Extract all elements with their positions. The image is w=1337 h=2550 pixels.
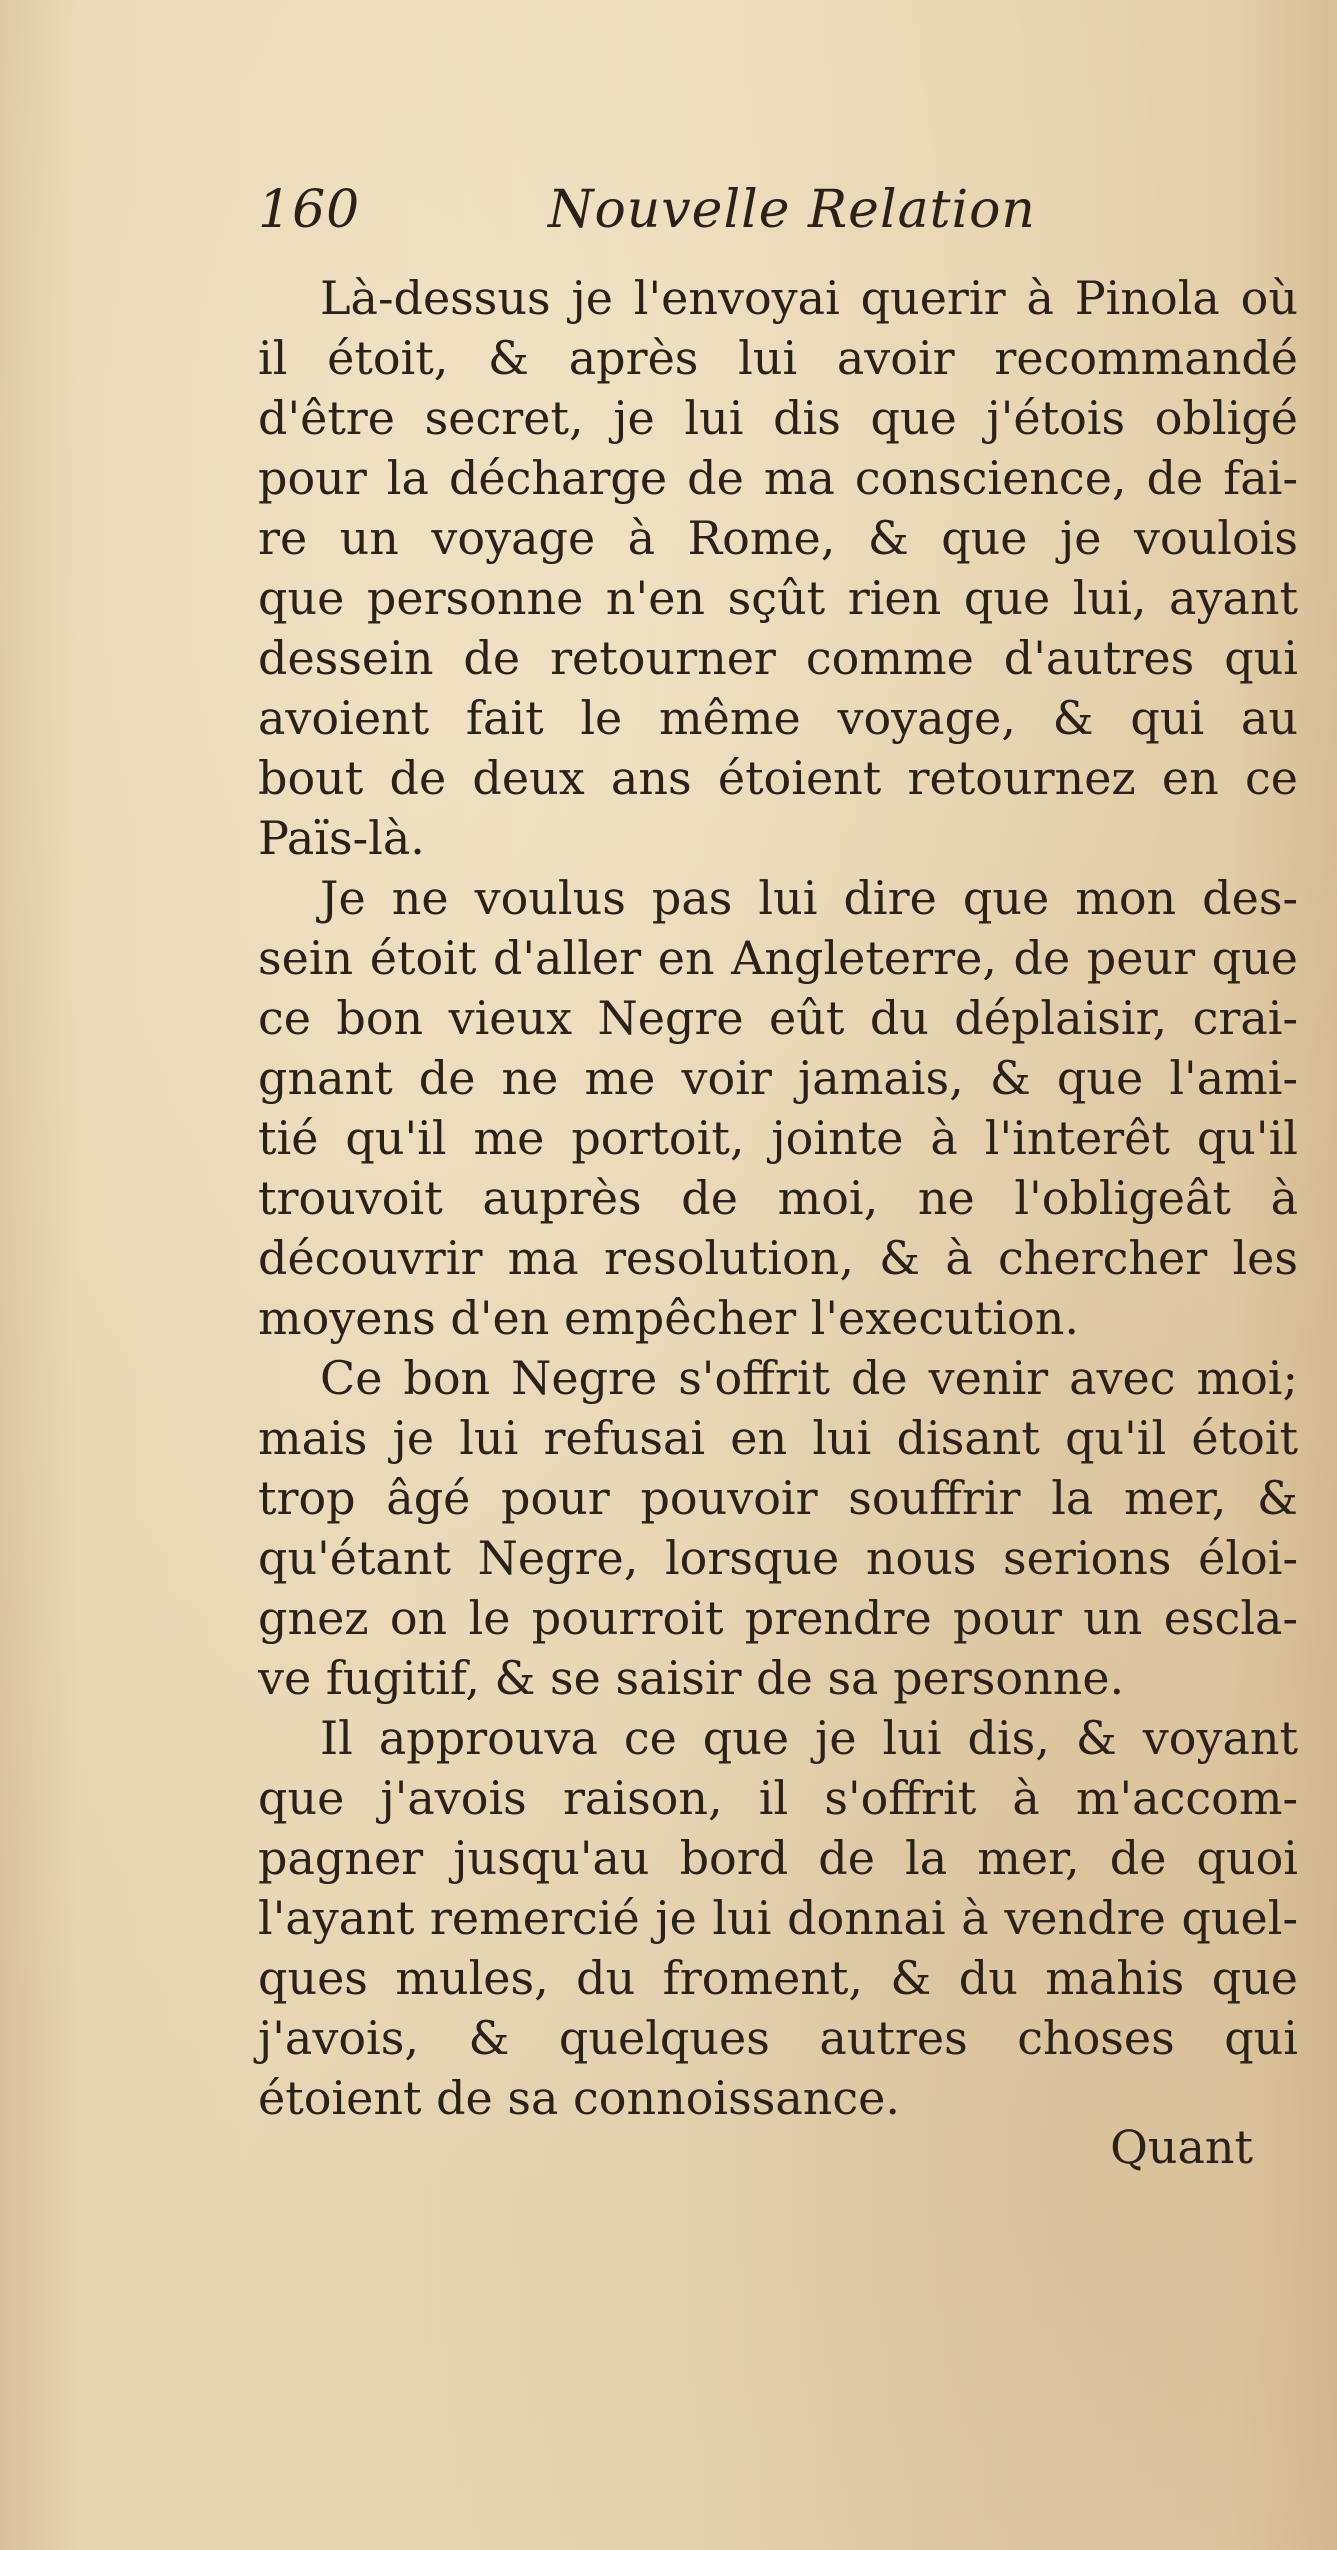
- text-line: dessein de retourner comme d'autres qui: [258, 631, 1298, 685]
- text-line: gnez on le pourroit prendre pour un escla-: [258, 1591, 1298, 1645]
- text-line: découvrir ma resolution, & à chercher les: [258, 1231, 1298, 1285]
- page-header: [258, 180, 1298, 260]
- text-line: d'être secret, je lui dis que j'étois obligé: [258, 391, 1298, 445]
- text-line: l'ayant remercié je lui donnai à vendre quel-: [258, 1891, 1298, 1945]
- text-line: qu'étant Negre, lorsque nous serions éloi-: [258, 1531, 1298, 1585]
- text-line: bout de deux ans étoient retournez en ce: [258, 751, 1298, 805]
- text-line: Ce bon Negre s'offrit de venir avec moi;: [320, 1351, 1298, 1405]
- text-line: ve fugitif, & se saisir de sa personne.: [258, 1651, 1125, 1705]
- page-text-block: [258, 180, 1298, 2128]
- text-line: gnant de ne me voir jamais, & que l'ami-: [258, 1051, 1298, 1105]
- body-text: [258, 268, 1298, 2128]
- text-line: il étoit, & après lui avoir recommandé: [258, 331, 1298, 385]
- text-line: tié qu'il me portoit, jointe à l'interêt qu'il: [258, 1111, 1298, 1165]
- text-line: j'avois, & quelques autres choses qui: [258, 2011, 1298, 2065]
- catchword: Quant: [1110, 2120, 1253, 2174]
- text-line: que j'avois raison, il s'offrit à m'accom-: [258, 1771, 1298, 1825]
- text-line: avoient fait le même voyage, & qui au: [258, 691, 1298, 745]
- text-line: trop âgé pour pouvoir souffrir la mer, &: [258, 1471, 1298, 1525]
- text-line: pagner jusqu'au bord de la mer, de quoi: [258, 1831, 1298, 1885]
- text-line: Il approuva ce que je lui dis, & voyant: [320, 1711, 1298, 1765]
- text-line: étoient de sa connoissance.: [258, 2071, 901, 2125]
- running-title: Nouvelle Relation: [548, 180, 1036, 240]
- text-line: Là-dessus je l'envoyai querir à Pinola où: [320, 271, 1298, 325]
- page-number: 160: [258, 180, 361, 240]
- text-line: Je ne voulus pas lui dire que mon des-: [320, 871, 1298, 925]
- text-line: Païs-là.: [258, 811, 425, 865]
- text-line: que personne n'en sçût rien que lui, ayant: [258, 571, 1298, 625]
- text-line: pour la décharge de ma conscience, de fai-: [258, 451, 1298, 505]
- text-line: ce bon vieux Negre eût du déplaisir, crai-: [258, 991, 1298, 1045]
- text-line: ques mules, du froment, & du mahis que: [258, 1951, 1298, 2005]
- text-line: mais je lui refusai en lui disant qu'il étoit: [258, 1411, 1298, 1465]
- text-line: moyens d'en empêcher l'execution.: [258, 1291, 1079, 1345]
- text-line: re un voyage à Rome, & que je voulois: [258, 511, 1298, 565]
- text-line: sein étoit d'aller en Angleterre, de peur que: [258, 931, 1298, 985]
- text-line: trouvoit auprès de moi, ne l'obligeât à: [258, 1171, 1298, 1225]
